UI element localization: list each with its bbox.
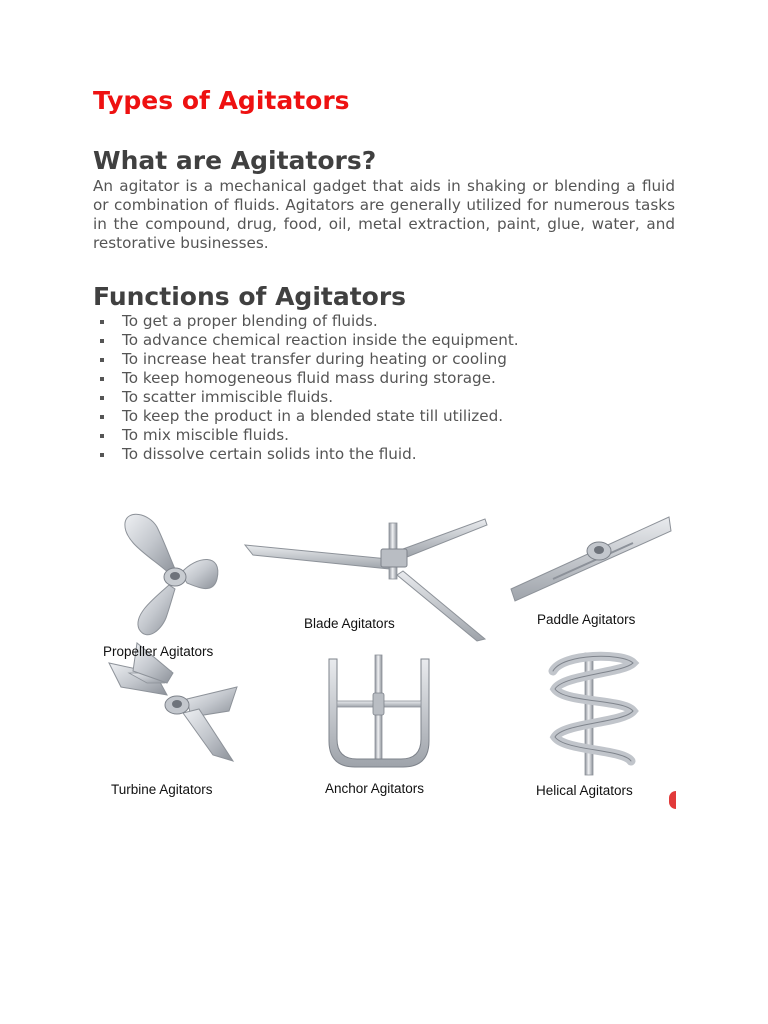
- list-item: To keep homogeneous fluid mass during storage.: [93, 369, 675, 388]
- logo-fragment-icon: [669, 791, 676, 809]
- bullet-icon: [100, 453, 104, 457]
- paddle-agitator-icon: [511, 517, 671, 601]
- list-item: To advance chemical reaction inside the equipment.: [93, 331, 675, 350]
- list-item: To keep the product in a blended state till utilized.: [93, 407, 675, 426]
- bullet-icon: [100, 320, 104, 324]
- list-item: To mix miscible fluids.: [93, 426, 675, 445]
- caption-turbine: Turbine Agitators: [111, 782, 213, 797]
- bullet-icon: [100, 377, 104, 381]
- caption-blade: Blade Agitators: [304, 616, 395, 631]
- caption-helical: Helical Agitators: [536, 783, 633, 798]
- list-item: To get a proper blending of fluids.: [93, 312, 675, 331]
- bullet-icon: [100, 434, 104, 438]
- intro-paragraph: An agitator is a mechanical gadget that aids in shaking or blending a fluid or combination of fluids. Agitators are generally utilized for numerous tasks in the compound, drug, food, oil, metal extraction, paint, glue, water, and restorative businesses.: [93, 177, 675, 252]
- page-title: Types of Agitators: [93, 86, 350, 115]
- list-item: To increase heat transfer during heating or cooling: [93, 350, 675, 369]
- propeller-agitator-icon: [125, 514, 218, 635]
- bullet-icon: [100, 358, 104, 362]
- section-heading-what-are-agitators: What are Agitators?: [93, 146, 377, 175]
- section-heading-functions: Functions of Agitators: [93, 282, 407, 311]
- agitator-types-figure: [93, 503, 676, 810]
- bullet-icon: [100, 339, 104, 343]
- caption-paddle: Paddle Agitators: [537, 612, 636, 627]
- helical-agitator-icon: [553, 653, 633, 775]
- list-item: To dissolve certain solids into the fluid.: [93, 445, 675, 464]
- turbine-agitator-icon: [109, 643, 237, 761]
- list-item: To scatter immiscible fluids.: [93, 388, 675, 407]
- bullet-icon: [100, 415, 104, 419]
- functions-list: [93, 312, 675, 464]
- bullet-icon: [100, 396, 104, 400]
- caption-anchor: Anchor Agitators: [325, 781, 425, 796]
- anchor-agitator-icon: [329, 655, 429, 767]
- caption-propeller: Propeller Agitators: [103, 644, 214, 659]
